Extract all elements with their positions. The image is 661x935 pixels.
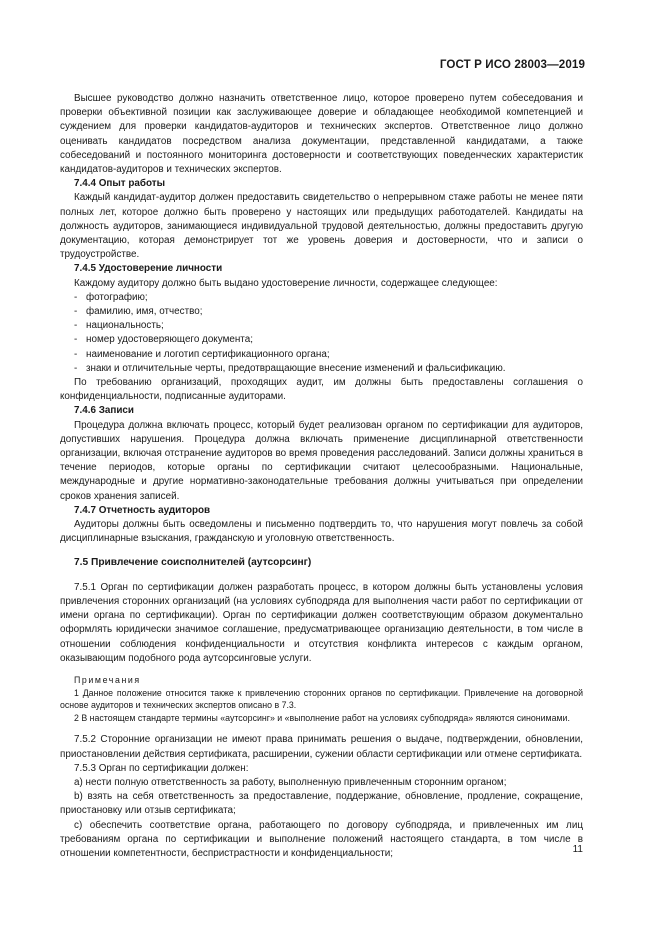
id-card-contents-list: [60, 291, 583, 376]
paragraph-7-4-4: Каждый кандидат-аудитор должен предоставить свидетельство о непрерывном стаже работы не менее пяти полных лет, которое должно быть проверено у настоящих или предыдущих работодателей. Кандидаты на должность аудиторов, занимающиеся индивидуальной трудовой деятельностью, должны предоставить другую документацию, которая демонстрирует тот же уровень доверия и достоверности, что и записи о трудоустройстве.: [60, 192, 583, 261]
heading-7-5: 7.5 Привлечение соисполнителей (аутсорсинг): [74, 556, 312, 568]
document-body: [60, 92, 583, 861]
paragraph-7-5-2: 7.5.2 Сторонние организации не имеют права принимать решения о выдаче, подтверждении, обновлении, приостановлении действия сертификата, расширении, сужении области сертификации или отмене сертификата.: [60, 734, 583, 760]
paragraph-intro: Высшее руководство должно назначить ответственное лицо, которое проверено путем собеседования и проверки объективной позиции как заслуживающее доверие и обладающее необходимой компетенцией и суждением для проверки кандидатов-аудиторов и технических экспертов. Ответственное лицо должно оценивать кандидатов посредством анализа документации, представленной кандидатами, а также собеседований и постоянного мониторинга достоверности и соответствующих поведенческих характеристик кандидатов-аудиторов и технических экспертов.: [60, 93, 583, 176]
paragraph-7-5-3: 7.5.3 Орган по сертификации должен:: [74, 762, 249, 774]
paragraph-7-5-3-a: a) нести полную ответственность за работу, выполненную привлеченным сторонним органом;: [74, 776, 507, 788]
note-1: 1 Данное положение относится также к привлечению сторонних органов по сертификации. Привлечение на договорной основе аудиторов и технических экспертов описано в 7.3.: [60, 687, 583, 711]
heading-7-4-4: 7.4.4 Опыт работы: [74, 178, 166, 190]
list-dash: -: [74, 348, 78, 360]
list-item: - наименование и логотип сертификационного органа;: [60, 348, 583, 362]
paragraph-7-4-6: Процедура должна включать процесс, который будет реализован органом по сертификации для аудиторов, допустивших нарушения. Процедура должна включать применение дисциплинарной ответственности организации, включая отстранение аудиторов во время проведения расследований. Записи должны храниться в течение периодов, которые органы по сертификации считают целесообразными. Национальные, международные и другие нормативно-законодательные требования должны учитываться при определении сроков хранения записей.: [60, 419, 583, 502]
list-dash: -: [74, 291, 78, 303]
document-header: ГОСТ Р ИСО 28003—2019: [439, 58, 585, 71]
list-dash: -: [74, 320, 78, 332]
list-dash: -: [74, 362, 78, 374]
paragraph-7-4-5: Каждому аудитору должно быть выдано удостоверение личности, содержащее следующее:: [74, 277, 498, 289]
list-item: - знаки и отличительные черты, предотвращающие внесение изменений и фальсификацию.: [60, 362, 583, 376]
list-dash: -: [74, 306, 78, 318]
heading-7-4-6: 7.4.6 Записи: [74, 405, 134, 417]
paragraph-7-5-3-c: c) обеспечить соответствие органа, работающего по договору субподряда, и привлеченных им лиц требованиям органа по сертификации и выполнение положений настоящего стандарта, в том числе в отношении компетентности, беспристрастности и конфиденциальности;: [60, 819, 583, 859]
list-dash: -: [74, 334, 78, 346]
list-item: - национальность;: [60, 319, 583, 333]
list-item: - номер удостоверяющего документа;: [60, 333, 583, 347]
paragraph-7-4-7: Аудиторы должны быть осведомлены и письменно подтвердить то, что нарушения могут повлечь за собой дисциплинарные взыскания, гражданскую и уголовную ответственность.: [60, 519, 583, 545]
paragraph-7-4-5-confidentiality: По требованию организаций, проходящих аудит, им должны быть предоставлены соглашения о конфиденциальности, подписанные аудиторами.: [60, 377, 583, 403]
page-number: 11: [572, 844, 583, 855]
heading-7-4-7: 7.4.7 Отчетность аудиторов: [74, 504, 211, 516]
list-item: - фотографию;: [60, 291, 583, 305]
paragraph-7-5-1: 7.5.1 Орган по сертификации должен разработать процесс, в котором должны быть установлены условия привлечения сторонних организаций (на условиях субподряда для выполнения части работ по сертификации от имени органа по сертификации). Орган по сертификации должен соответствующим образом документально оформлять юридически значимое соглашение, предусматривающее организацию деятельности, в том числе в отношении соблюдения конфиденциальности и отсутствия конфликта интересов с каждым органом, оказывающим подобного рода аутсорсинговые услуги.: [60, 581, 583, 664]
note-2: 2 В настоящем стандарте термины «аутсорсинг» и «выполнение работ на условиях субподряда» являются синонимами.: [74, 712, 570, 723]
list-item: - фамилию, имя, отчество;: [60, 305, 583, 319]
heading-7-4-5: 7.4.5 Удостоверение личности: [74, 263, 223, 275]
notes-title: Примечания: [74, 674, 141, 685]
paragraph-7-5-3-b: b) взять на себя ответственность за предоставление, поддержание, обновление, продление, сокращение, приостановку или отзыв сертификата;: [60, 791, 583, 817]
